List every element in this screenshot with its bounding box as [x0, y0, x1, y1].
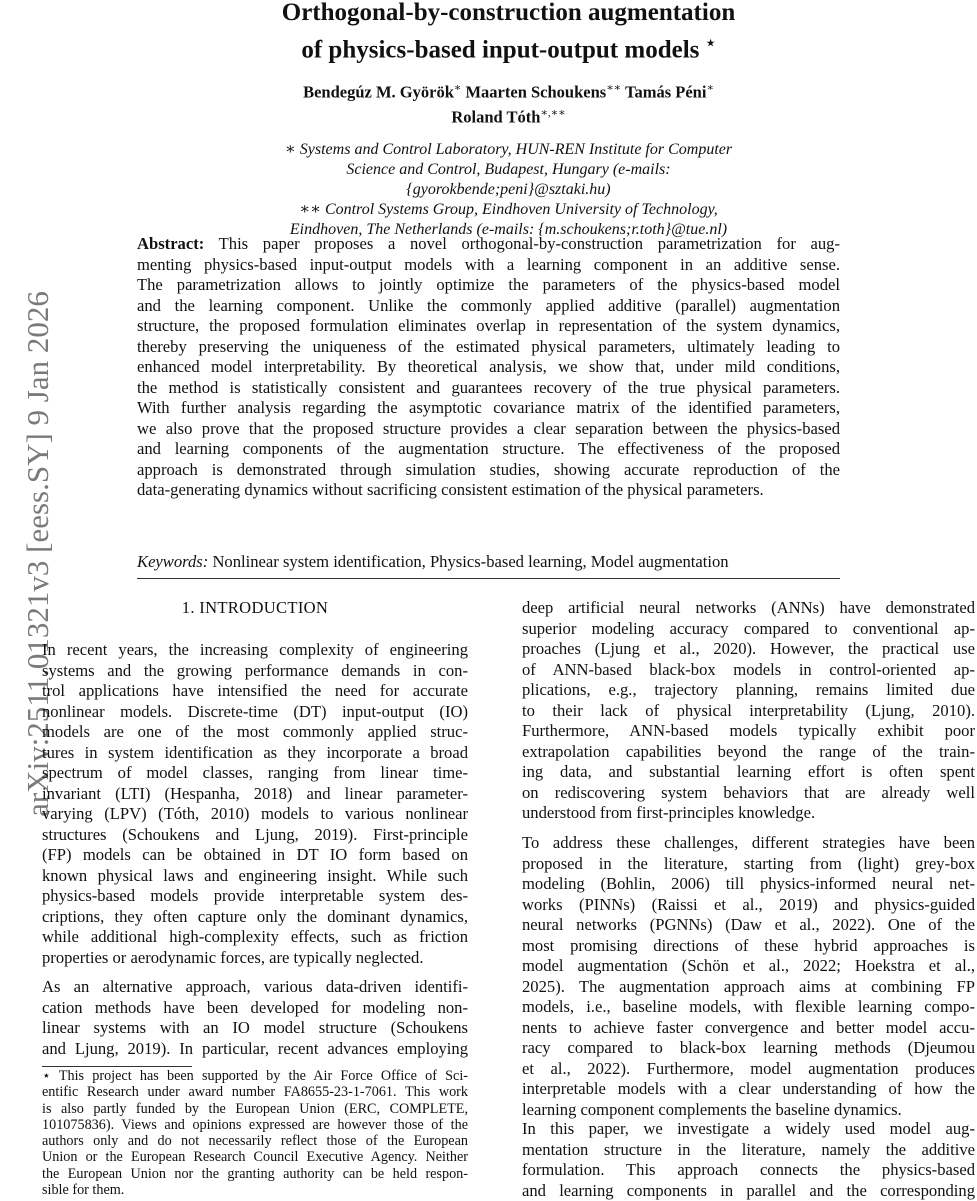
footnote — [42, 1068, 468, 1198]
text-line: racy compared to black-box learning methods (Djeumou — [522, 1038, 975, 1059]
text-line: interpretable models with a clear understanding of how the — [522, 1079, 975, 1100]
text-line: sible for them. — [42, 1182, 468, 1198]
affiliation-line: ∗ Systems and Control Laboratory, HUN-REN Institute for Computer — [0, 140, 977, 160]
affiliation-line: {gyorokbende;peni}@sztaki.hu) — [0, 180, 977, 200]
author-mark: ∗∗ — [606, 82, 621, 94]
text-line: Furthermore, ANN-based models typically exhibit poor — [522, 721, 975, 742]
text-line: plications, e.g., trajectory planning, remains limited due — [522, 680, 975, 701]
text-line: structure, the proposed formulation eliminates overlap in representation of the system dynamics, — [137, 316, 840, 337]
affiliation-line: Eindhoven, The Netherlands (e-mails: {m.schoukens;r.toth}@tue.nl) — [0, 220, 977, 240]
paragraph — [42, 977, 468, 1059]
text-line: models are one of the most commonly applied struc- — [42, 722, 468, 743]
text-line: To address these challenges, different strategies have been — [522, 833, 975, 854]
section-heading: 1. INTRODUCTION — [42, 598, 468, 618]
text-line: and Ljung, 2019). In particular, recent advances employing — [42, 1039, 468, 1060]
author-list — [0, 78, 977, 127]
text-line — [137, 234, 840, 255]
text-line: systems and the growing performance demands in con- — [42, 661, 468, 682]
title-footnote-mark: ⋆ — [706, 35, 716, 52]
text-line: deep artificial neural networks (ANNs) have demonstrated — [522, 598, 975, 619]
text-line: mentation structure in the literature, namely the additive — [522, 1140, 975, 1161]
footnote-rule — [42, 1066, 192, 1067]
paragraph — [522, 1119, 975, 1201]
text-line: With further analysis regarding the asymptotic covariance matrix of the identified parameters, — [137, 398, 840, 419]
author: Tamás Péni — [625, 83, 706, 102]
text-line: works (PINNs) (Raissi et al., 2019) and physics-guided — [522, 895, 975, 916]
arxiv-identifier: arXiv:2511.01321v3 [eess.SY] 9 Jan 2026 — [21, 254, 55, 854]
text-line: The parametrization allows to jointly optimize the parameters of the physics-based model — [137, 275, 840, 296]
text-line: properties or aerodynamic forces, are typically neglected. — [42, 948, 468, 969]
author-mark: ∗ — [454, 82, 461, 94]
text-line: authors only and do not necessarily reflect those of the European — [42, 1133, 468, 1149]
affiliations — [0, 140, 977, 240]
text-line: neural networks (PGNNs) (Daw et al., 2022). One of the — [522, 915, 975, 936]
text-line: nonlinear models. Discrete-time (DT) input-output (IO) — [42, 702, 468, 723]
text-line: trol applications have intensified the need for accurate — [42, 681, 468, 702]
paragraph — [522, 598, 975, 824]
abstract-text: This paper proposes a novel orthogonal-by-construction parametrization for aug- — [204, 234, 840, 253]
text-line: understood from first-principles knowledge. — [522, 803, 975, 824]
text-line: ing data, and substantial learning effort is often spent — [522, 762, 975, 783]
title-line-1: Orthogonal-by-construction augmentation — [0, 0, 977, 28]
keywords-text: Nonlinear system identification, Physics-based learning, Model augmentation — [208, 552, 728, 571]
text-line: to their lack of physical interpretability (Ljung, 2010). — [522, 701, 975, 722]
text-line: the method is statistically consistent and guarantees recovery of the true physical parameters. — [137, 378, 840, 399]
text-line: menting physics-based input-output models with a learning component in an additive sense. — [137, 255, 840, 276]
text-line: and learning components in parallel and the corresponding — [522, 1181, 975, 1201]
abstract-label: Abstract: — [137, 234, 204, 253]
text-line: (FP) models can be obtained in DT IO form based on — [42, 845, 468, 866]
text-line: on rediscovering system behaviors that are already well — [522, 783, 975, 804]
text-line: superior modeling accuracy compared to conventional ap- — [522, 619, 975, 640]
text-line: ⋆ This project has been supported by the Air Force Office of Sci- — [42, 1068, 468, 1084]
abstract-rule — [137, 578, 840, 579]
text-line: 101075836). Views and opinions expressed are however those of the — [42, 1117, 468, 1133]
text-line: and the learning component. Unlike the commonly applied additive (parallel) augmentation — [137, 296, 840, 317]
author-mark: ∗ — [706, 82, 713, 94]
affiliation-line: Science and Control, Budapest, Hungary (e-mails: — [0, 160, 977, 180]
text-line: while additional high-complexity effects, such as friction — [42, 927, 468, 948]
author: Maarten Schoukens — [465, 83, 606, 102]
text-line: et al., 2022). Furthermore, model augmentation produces — [522, 1059, 975, 1080]
text-line: the European Union nor the granting authority can be held respon- — [42, 1166, 468, 1182]
abstract — [137, 234, 840, 501]
author-mark: ∗,∗∗ — [540, 107, 565, 119]
text-line: most promising directions of these hybrid approaches is — [522, 936, 975, 957]
text-line: modeling (Bohlin, 2006) till physics-informed neural net- — [522, 874, 975, 895]
text-line: models, i.e., baseline models, with flexible learning compo- — [522, 997, 975, 1018]
text-line: structures (Schoukens and Ljung, 2019). First-principle — [42, 825, 468, 846]
text-line: learning component complements the baseline dynamics. — [522, 1100, 975, 1121]
text-line: data-generating dynamics without sacrificing consistent estimation of the physical parameters. — [137, 480, 840, 501]
paragraph — [42, 640, 468, 968]
text-line: is also partly funded by the European Union (ERC, COMPLETE, — [42, 1101, 468, 1117]
text-line: tures in system identification as they incorporate a broad — [42, 743, 468, 764]
text-line: linear systems with an IO model structure (Schoukens — [42, 1018, 468, 1039]
author: Roland Tóth — [451, 107, 540, 126]
text-line: physics-based models provide interpretable system des- — [42, 886, 468, 907]
text-line: cation methods have been developed for modeling non- — [42, 998, 468, 1019]
text-line: 2025). The augmentation approach aims at combining FP — [522, 977, 975, 998]
text-line: known physical laws and engineering insight. While such — [42, 866, 468, 887]
text-line: proaches (Ljung et al., 2020). However, the practical use — [522, 639, 975, 660]
text-line: entific Research under award number FA8655-23-1-7061. This work — [42, 1084, 468, 1100]
text-line: and learning components of the augmentation structure. The effectiveness of the proposed — [137, 439, 840, 460]
text-line: enhanced model interpretability. By theoretical analysis, we show that, under mild conditions, — [137, 357, 840, 378]
text-line: In this paper, we investigate a widely used model aug- — [522, 1119, 975, 1140]
author: Bendegúz M. Györök — [303, 83, 454, 102]
text-line: extrapolation capabilities beyond the range of the train- — [522, 742, 975, 763]
text-line: formulation. This approach connects the physics-based — [522, 1160, 975, 1181]
text-line: As an alternative approach, various data-driven identifi- — [42, 977, 468, 998]
text-line: spectrum of model classes, ranging from linear time- — [42, 763, 468, 784]
text-line: proposed in the literature, starting from (light) grey-box — [522, 854, 975, 875]
text-line: approach is demonstrated through simulation studies, showing accurate reproduction of the — [137, 460, 840, 481]
paragraph — [522, 833, 975, 1120]
text-line: invariant (LTI) (Hespanha, 2018) and linear parameter- — [42, 784, 468, 805]
text-line: varying (LPV) (Tóth, 2010) models to various nonlinear — [42, 804, 468, 825]
paper-title — [0, 0, 977, 65]
text-line: thereby preserving the uniqueness of the estimated physical parameters, ultimately leading to — [137, 337, 840, 358]
text-line: nents to achieve faster convergence and better model accu- — [522, 1018, 975, 1039]
text-line: we also prove that the proposed structure provides a clear separation between the physics-based — [137, 419, 840, 440]
text-line: model augmentation (Schön et al., 2022; Hoekstra et al., — [522, 956, 975, 977]
text-line: of ANN-based black-box models in control-oriented ap- — [522, 660, 975, 681]
keywords — [137, 552, 729, 572]
text-line: In recent years, the increasing complexity of engineering — [42, 640, 468, 661]
text-line: criptions, they often capture only the dominant dynamics, — [42, 907, 468, 928]
text-line: Union or the European Research Council Executive Agency. Neither — [42, 1149, 468, 1165]
affiliation-line: ∗∗ Control Systems Group, Eindhoven University of Technology, — [0, 200, 977, 220]
title-line-2: of physics-based input-output models ⋆ — [0, 28, 977, 65]
keywords-label: Keywords: — [137, 552, 208, 571]
